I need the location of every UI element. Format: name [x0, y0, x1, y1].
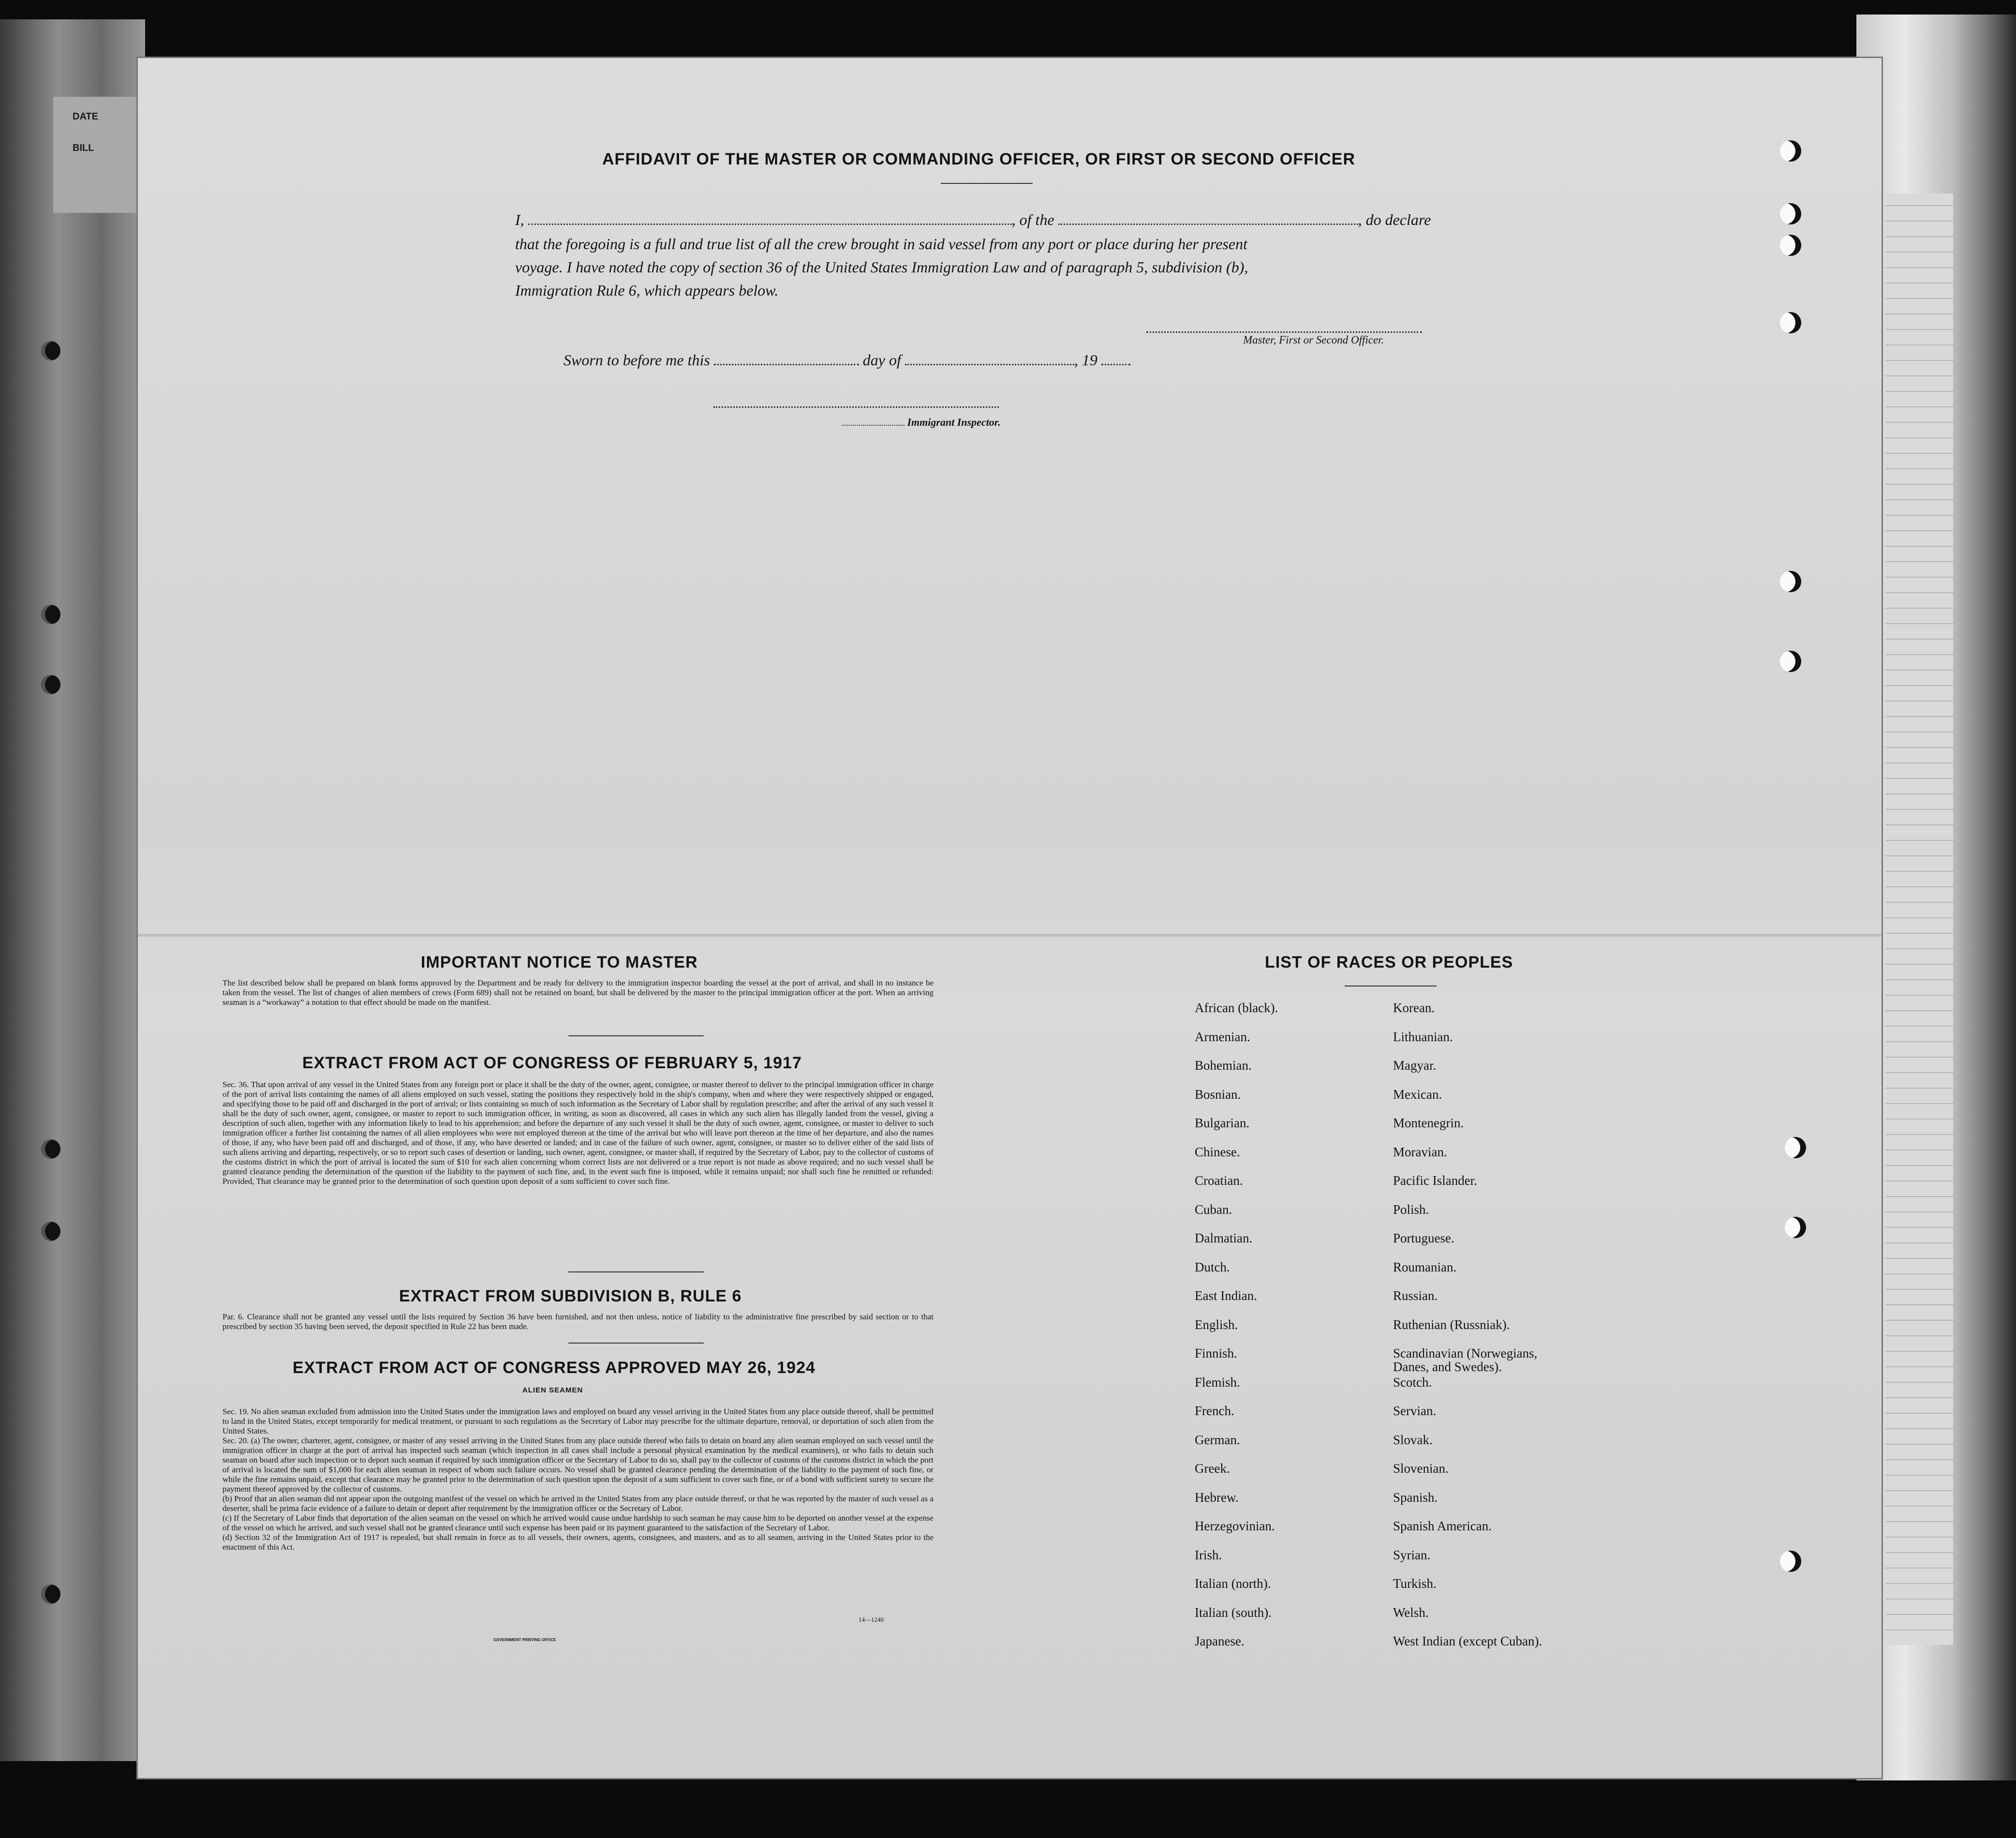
race-item: Danes, and Swedes).: [1393, 1360, 1502, 1374]
race-item: West Indian (except Cuban).: [1393, 1634, 1542, 1648]
affidavit-body-line: Immigration Rule 6, which appears below.: [515, 282, 779, 299]
race-item: Scandinavian (Norwegians,: [1393, 1346, 1538, 1360]
declaration-line: [515, 208, 1431, 231]
punch-hole: [1780, 140, 1801, 162]
sworn-line: [563, 348, 1130, 372]
race-item: Bohemian.: [1195, 1058, 1252, 1073]
notice-body: The list described below shall be prepared on blank forms approved by the Department and be ready for delivery to the immigration inspector boarding the vessel at the port of arrival, and shall in no instance be taken from the vessel. The list of changes of alien members of crews (Form 689) shall not be retained on board, but shall be delivered by the master to the principal immigration officer at the port. When an arriving seaman is a “workaway” a notation to that effect should be made on the manifest.: [222, 978, 934, 1007]
extract-1917-body: Sec. 36. That upon arrival of any vessel in the United States from any foreign port or place it shall be the duty of the owner, agent, consignee, or master thereof to deliver to the principal immigration officer in charge of the port of arrival lists containing the names of all aliens employed on such vessel, stating the positions they respectively hold in the ship's company, when and where they were respectively shipped or engaged, and specifying those to be paid off and discharged in the port of arrival; or lists containing so much of such information as the Secretary of Labor shall by regulation prescribe; and after the arrival of any such vessel it shall be the duty of such owner, agent, consignee, or master to report to such immigration officer, in writing, as soon as discovered, all cases in which any such alien has illegally landed from the vessel, giving a description of such alien, together with any information likely to lead to his apprehension; and before the departure of any such vessel it shall be the duty of such owner, agent, consignee, or master to deliver to such immigration officer a further list containing the names of all alien employees who were not employed thereon at the time of the arrival but who will leave port thereon at the time of her departure, and also the names of those, if any, who have been paid off and discharged, and of those, if any, who have deserted or landed; and in case of the failure of such owner, agent, consignee, or master so to deliver either of the said lists of such aliens arriving and departing, respectively, or so to report such cases of desertion or landing, such owner, agent, consignee, or master shall, if required by the Secretary of Labor, pay to the collector of customs of the customs district in which the port of arrival is located the sum of $10 for each alien concerning whom correct lists are not delivered or a true report is not made as above required; and no such vessel shall be granted clearance pending the determination of the question of the liability to the payment of such fine, and, in the event such fine is imposed, while it remains unpaid; nor shall such fine be remitted or refunded: Provided, That clearance may be granted prior to the determination of such question upon deposit of a sum sufficient to cover such fine.: [222, 1080, 934, 1186]
race-item: Hebrew.: [1195, 1490, 1239, 1505]
race-item: Scotch.: [1393, 1375, 1432, 1390]
binding-hole: [41, 1584, 60, 1604]
title-rule: [941, 183, 1033, 184]
sworn-prefix: Sworn to before me this: [563, 351, 710, 369]
race-item: Croatian.: [1195, 1173, 1243, 1188]
sec-20d-text: (d) Section 32 of the Immigration Act of 1917 is repealed, but shall remain in force as to all vessels, their owners, agents, consignees, and masters, and as to all seamen, arriving in the United States prior to the enactment of this Act.: [222, 1533, 934, 1552]
margin-label-date: DATE: [73, 111, 98, 122]
race-item: Mexican.: [1393, 1087, 1442, 1102]
races-title: LIST OF RACES OR PEOPLES: [1265, 953, 1513, 971]
race-item: Slovenian.: [1393, 1461, 1449, 1476]
inspector-blank: [842, 418, 904, 426]
of-the-label: , of the: [1011, 211, 1054, 228]
section-rule: [568, 1035, 704, 1036]
race-item: Cuban.: [1195, 1202, 1232, 1217]
sec-20b-text: (b) Proof that an alien seaman did not appear upon the outgoing manifest of the vessel on which he arrived in the United States from any place outside thereof, or that he was reported by the master of such vessel as a deserter, shall be prima facie evidence of a failure to detain or deport after requirement by the immigration officer or the Secretary of Labor.: [222, 1494, 934, 1513]
race-item: Russian.: [1393, 1288, 1438, 1303]
left-page-stack: [0, 19, 145, 1761]
race-item: Spanish.: [1393, 1490, 1438, 1505]
binding-hole: [41, 341, 60, 360]
section-rule: [568, 1343, 704, 1344]
race-item: Italian (north).: [1195, 1576, 1271, 1591]
race-item: Dalmatian.: [1195, 1231, 1253, 1245]
race-item: English.: [1195, 1317, 1238, 1332]
i-label: I,: [515, 211, 524, 228]
race-item: Korean.: [1393, 1001, 1435, 1015]
inspector-caption: Immigrant Inspector.: [907, 416, 1001, 428]
notice-title: IMPORTANT NOTICE TO MASTER: [421, 953, 698, 971]
inspector-caption-wrap: [842, 416, 1001, 429]
race-item: Servian.: [1393, 1404, 1437, 1418]
extract-1917-title: EXTRACT FROM ACT OF CONGRESS OF FEBRUARY 5, 1917: [302, 1054, 802, 1072]
race-item: Italian (south).: [1195, 1605, 1272, 1620]
extract-1924-body: [222, 1407, 934, 1552]
page-fold: [138, 934, 1882, 937]
punch-hole: [1785, 1137, 1806, 1158]
sec-20c-text: (c) If the Secretary of Labor finds that deportation of the alien seaman on the vessel on which he arrived would cause undue hardship to such seaman he may cause him to be deported on another vessel at the expense of the vessel on which he arrived, and such vessel shall not be granted clearance until such expense has been paid or its payment guaranteed to the satisfaction of the Secretary of Labor.: [222, 1513, 934, 1532]
race-item: Chinese.: [1195, 1144, 1240, 1159]
month-blank: [905, 352, 1074, 365]
race-item: Turkish.: [1393, 1576, 1437, 1591]
binding-hole: [41, 1139, 60, 1159]
sworn-day-of: day of: [862, 351, 901, 369]
inspector-line: [713, 406, 999, 408]
race-item: Montenegrin.: [1393, 1116, 1464, 1130]
signature-caption: Master, First or Second Officer.: [1243, 334, 1384, 346]
race-item: Armenian.: [1195, 1029, 1250, 1044]
race-item: Moravian.: [1393, 1144, 1447, 1159]
race-item: Bulgarian.: [1195, 1116, 1250, 1130]
affidavit-body-line: that the foregoing is a full and true list of all the crew brought in said vessel from any port or place during her present: [515, 235, 1247, 253]
punch-hole: [1785, 1217, 1806, 1238]
sec-19-text: Sec. 19. No alien seaman excluded from admission into the United States under the immigration laws and employed on board any vessel arriving in the United States from any place outside thereof, shall be permitted to land in the United States, except temporarily for medical treatment, or pursuant to such regulations as the Secretary of Labor may prescribe for the ultimate departure, removal, or deportation of such alien from the United States.: [222, 1407, 934, 1435]
race-item: Greek.: [1195, 1461, 1230, 1476]
punch-hole: [1780, 203, 1801, 224]
form-number: 14—1240: [859, 1616, 884, 1623]
sworn-year: , 19: [1074, 351, 1097, 369]
race-item: Irish.: [1195, 1547, 1222, 1562]
race-item: Lithuanian.: [1393, 1029, 1453, 1044]
race-item: Pacific Islander.: [1393, 1173, 1477, 1188]
affidavit-body-line: voyage. I have noted the copy of section 36 of the United States Immigration Law and of paragraph 5, subdivision (b),: [515, 258, 1248, 276]
extract-rule6-body: Par. 6. Clearance shall not be granted any vessel until the lists required by Section 36 have been furnished, and not then unless, notice of liability to the administrative fine prescribed by said section or to that prescribed by section 35 having been served, the deposit specified in Rule 22 has been made.: [222, 1312, 934, 1331]
margin-label-bill: BILL: [73, 143, 94, 153]
race-item: African (black).: [1195, 1001, 1278, 1015]
race-item: Portuguese.: [1393, 1231, 1454, 1245]
punch-hole: [1780, 1551, 1801, 1572]
extract-rule6-title: EXTRACT FROM SUBDIVISION B, RULE 6: [399, 1287, 742, 1305]
race-item: Herzegovinian.: [1195, 1519, 1275, 1533]
document-page: [138, 58, 1882, 1778]
binding-hole: [41, 1222, 60, 1241]
printer-imprint: GOVERNMENT PRINTING OFFICE: [493, 1638, 556, 1642]
punch-hole: [1780, 571, 1801, 592]
punch-hole: [1780, 651, 1801, 672]
name-blank: [528, 212, 1012, 225]
race-item: Welsh.: [1393, 1605, 1429, 1620]
race-item: Magyar.: [1393, 1058, 1437, 1073]
margin-tab: [53, 97, 152, 213]
race-item: Slovak.: [1393, 1432, 1433, 1447]
race-item: Roumanian.: [1393, 1259, 1457, 1274]
extract-1924-title: EXTRACT FROM ACT OF CONGRESS APPROVED MAY 26, 1924: [293, 1359, 815, 1377]
race-item: Flemish.: [1195, 1375, 1240, 1390]
do-declare-label: , do declare: [1358, 211, 1431, 228]
race-item: Bosnian.: [1195, 1087, 1241, 1102]
race-item: French.: [1195, 1404, 1234, 1418]
race-item: Japanese.: [1195, 1634, 1245, 1648]
race-item: Ruthenian (Russniak).: [1393, 1317, 1510, 1332]
alien-seamen-subtitle: ALIEN SEAMEN: [522, 1386, 583, 1394]
race-item: Dutch.: [1195, 1259, 1230, 1274]
punch-hole: [1780, 312, 1801, 333]
section-rule: [568, 1271, 704, 1272]
year-blank: [1101, 352, 1130, 365]
race-item: Polish.: [1393, 1202, 1429, 1217]
sec-20a-text: Sec. 20. (a) The owner, charterer, agent, consignee, or master of any vessel arriving in the United States from any place outside thereof who fails to detain on board any alien seaman employed on such vessel until the immigration officer in charge at the port of arrival has inspected such seaman (which inspection in all cases shall include a personal physical examination by the medical examiners), or who fails to detain such seaman on board after such inspection or to deport such seaman if required by such immigration officer or the Secretary of Labor to do so, shall pay to the collector of customs of the customs district in which the port of arrival is located the sum of $1,000 for each alien seaman in respect of whom such failure occurs. No vessel shall be granted clearance pending the determination of the liability to the payment of such fine, or while the fine remains unpaid, except that clearance may be granted prior to the determination of such question upon the deposit of a sum sufficient to cover such fine, or of a bond with sufficient surety to secure the payment thereof approved by the collector of customs.: [222, 1436, 934, 1494]
day-blank: [714, 352, 859, 365]
affidavit-title: AFFIDAVIT OF THE MASTER OR COMMANDING OFFICER, OR FIRST OR SECOND OFFICER: [602, 150, 1355, 168]
binding-hole: [41, 605, 60, 624]
signature-line: [1146, 331, 1422, 333]
vessel-blank: [1058, 212, 1358, 225]
race-item: East Indian.: [1195, 1288, 1257, 1303]
punch-hole: [1780, 235, 1801, 256]
ruled-page-edge: [1885, 194, 1953, 1645]
race-item: Finnish.: [1195, 1346, 1237, 1360]
race-item: Syrian.: [1393, 1547, 1431, 1562]
race-item: Spanish American.: [1393, 1519, 1492, 1533]
binding-hole: [41, 675, 60, 694]
race-item: German.: [1195, 1432, 1240, 1447]
